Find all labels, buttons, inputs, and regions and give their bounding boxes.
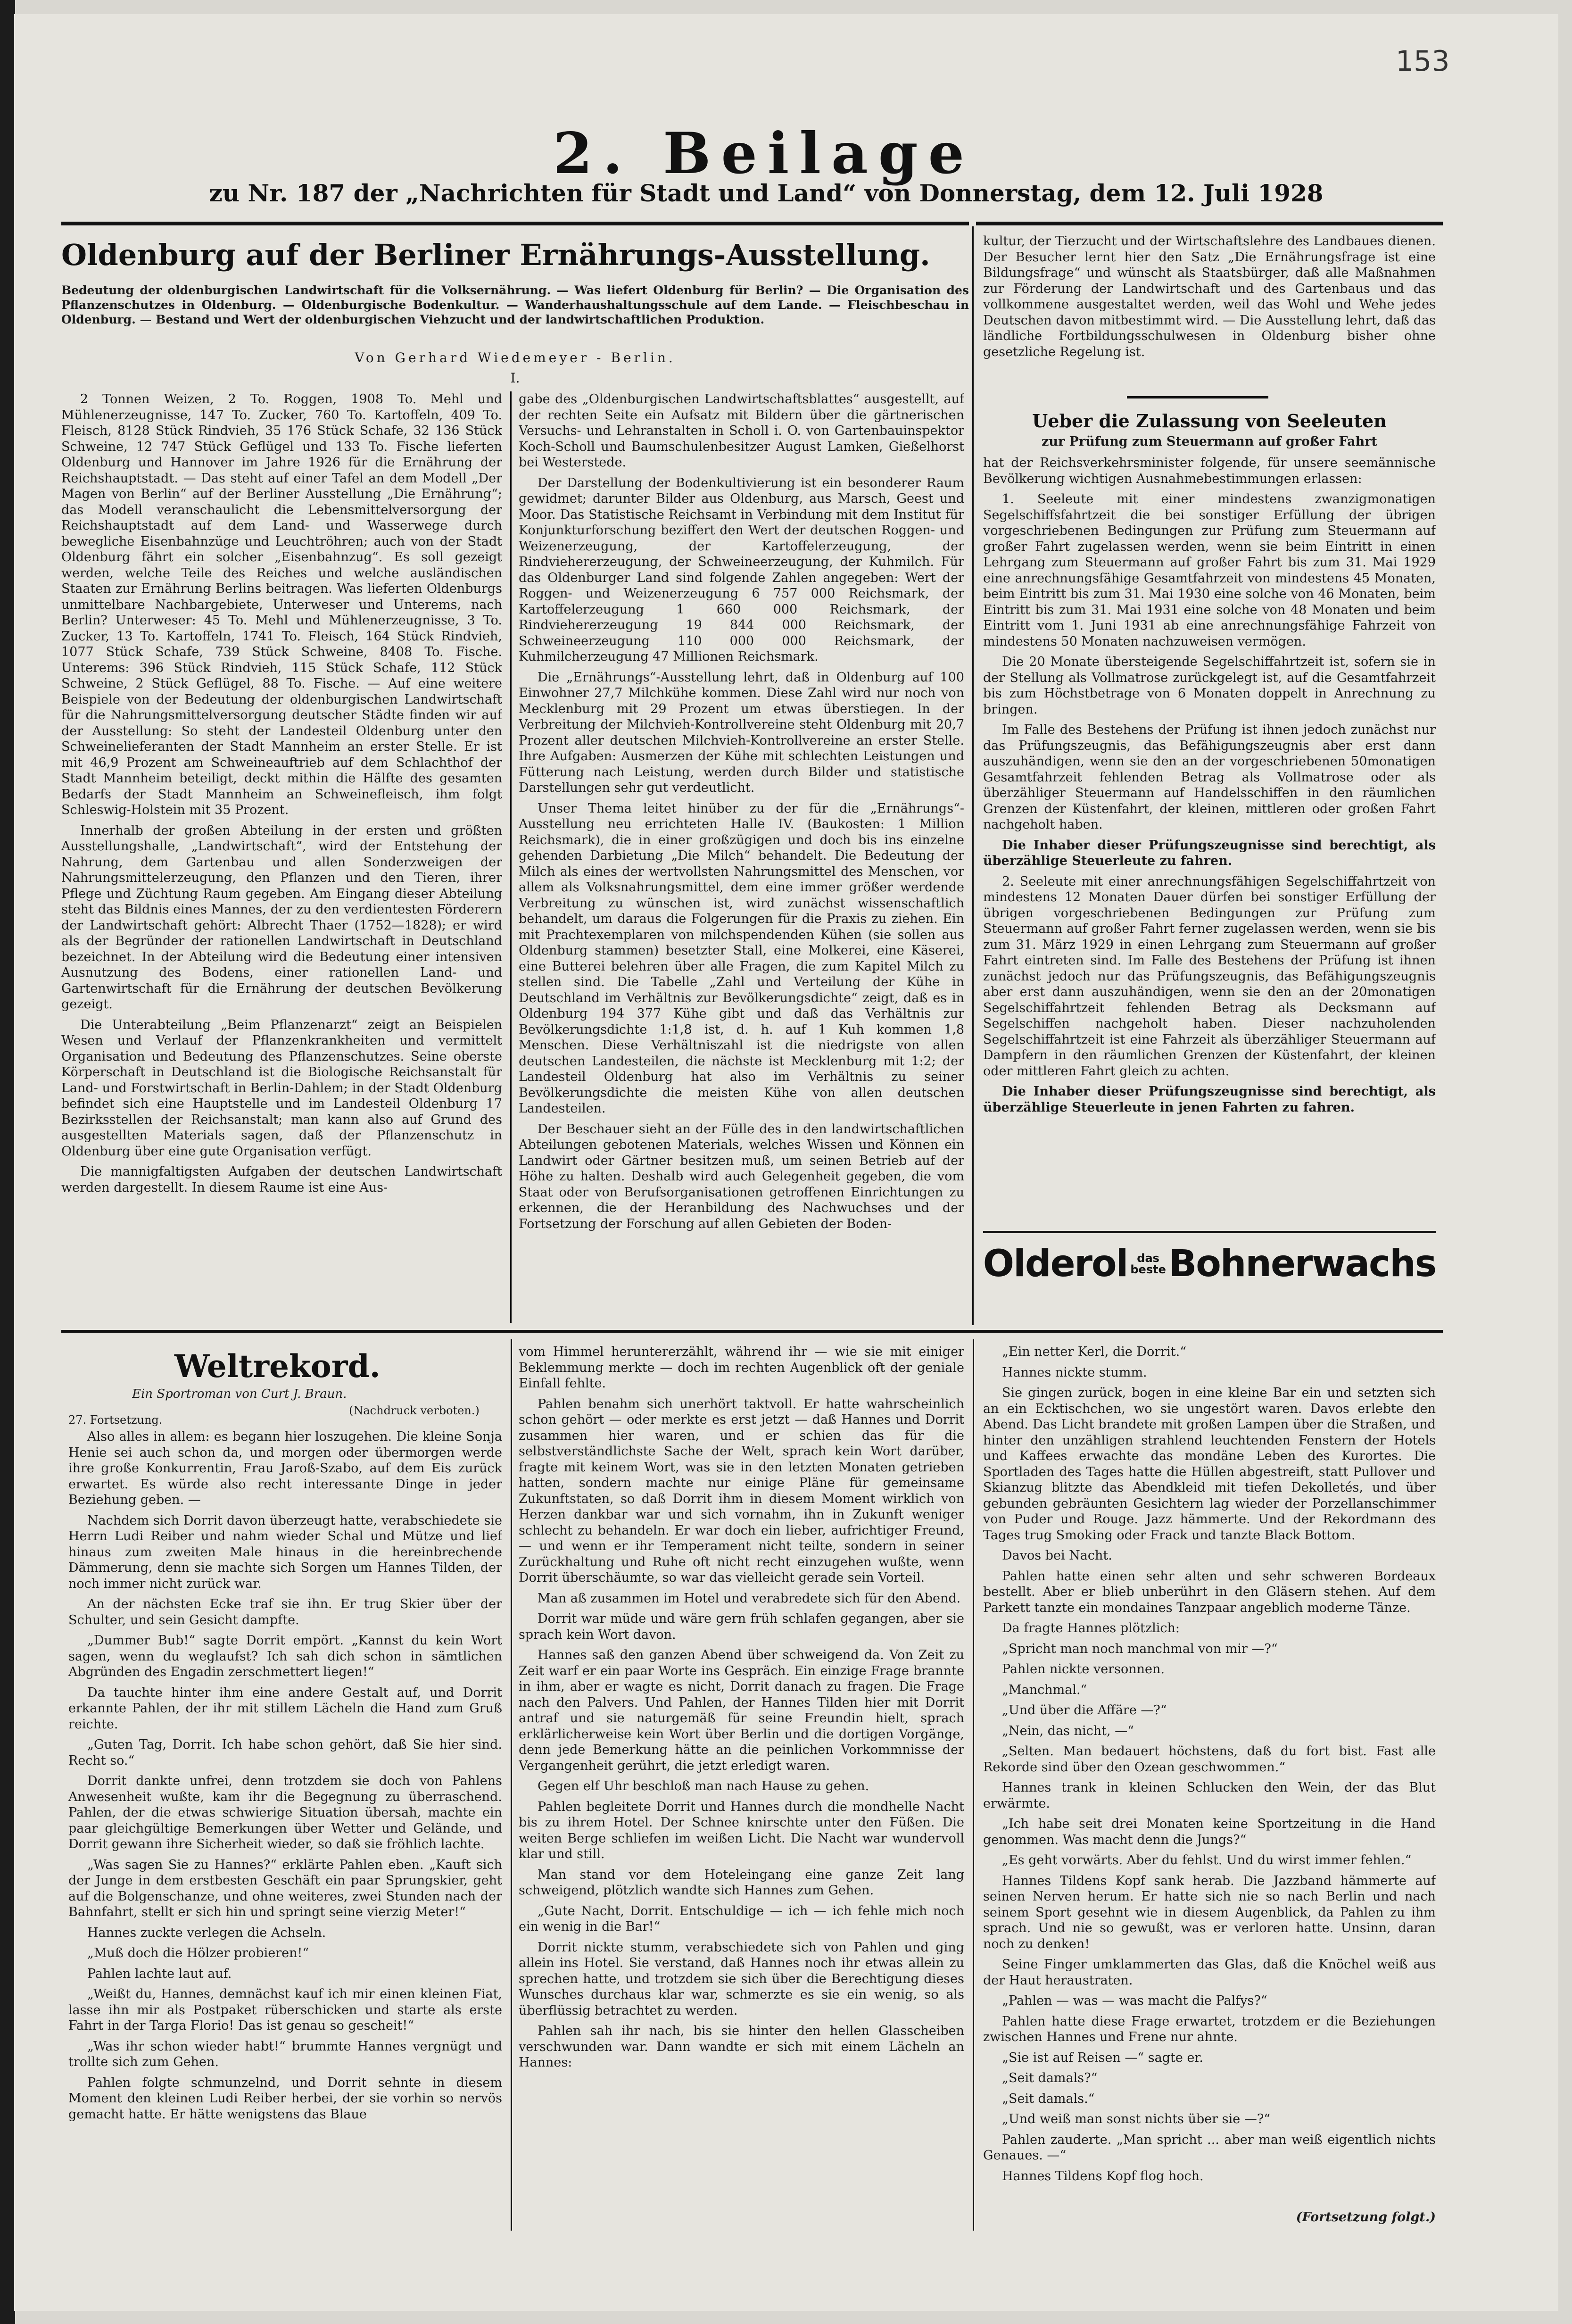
- paragraph: „Ich habe seit drei Monaten keine Sportzeitung in die Hand genommen. Was macht denn die Jungs?“: [983, 1817, 1436, 1847]
- continued-note: (Fortsetzung folgt.): [1296, 2210, 1436, 2224]
- paragraph: Da fragte Hannes plötzlich:: [1002, 1621, 1180, 1635]
- serial-continuation: [68, 1412, 257, 1428]
- article3-column-3: [983, 1344, 1436, 2207]
- paragraph: „Und weiß man sonst nichts über sie —?“: [1002, 2112, 1271, 2126]
- paragraph: Die „Ernährungs“-Ausstellung lehrt, daß in Oldenburg auf 100 Einwohner 27,7 Milchkühe kommen. Diese Zahl wird nur noch von Mecklenburg mit 29 Prozent um etwas überstiegen. In der Verbreitung der Milchvieh-Kontrollvereine steht Oldenburg mit 20,7 Prozent aller deutschen Milchvieh-Kontrollvereine an erster Stelle. Ihre Aufgaben: Ausmerzen der Kühe mit schlechten Leistungen und Fütterung nach Leistung, werden durch Bilder und statistische Darstellungen sehr gut verdeutlicht.: [519, 670, 964, 795]
- paragraph: Hannes nickte stumm.: [1002, 1365, 1147, 1380]
- paragraph: „Seit damals?“: [1002, 2071, 1098, 2085]
- paragraph: Hannes Tildens Kopf flog hoch.: [1002, 2168, 1204, 2183]
- article-headline-seeleute: Ueber die Zulassung von Seeleuten: [1032, 410, 1387, 432]
- article3-column-1: [68, 1429, 502, 2228]
- paragraph: Sie gingen zurück, bogen in eine kleine Bar ein und setzten sich an ein Ecktischchen, wo sie ungestört waren. Davos erlebte den Abend. Das Licht brandete mit großen Lampen über die Straßen, und hinter den unzähligen strahlend leuchtenden Fenstern der Hotels und Kaffees erwachte das mondäne Leben des Kurortes. Die Sportladen des Tages hatte die Hüllen abgestreift, statt Pullover und Skianzug blitzte das Abendkleid mit tiefen Dekolletés, und über gebunden gebräunten Gesichtern lag wieder der Porzellanschimmer von Puder und Rouge. Jazz hämmerte. Und der Rekordmann des Tages trug Smoking oder Frack und tanzte Black Bottom.: [983, 1386, 1436, 1543]
- paragraph: hat der Reichsverkehrsminister folgende, für unsere seemännische Bevölkerung wichtigen Ausnahmebestimmungen erlassen:: [983, 456, 1436, 486]
- column-rule-2: [972, 226, 974, 1325]
- paragraph: Davos bei Nacht.: [1002, 1548, 1112, 1563]
- subhead-text: zur Prüfung zum Steuermann auf großer Fahrt: [1042, 434, 1377, 449]
- article-summary: [61, 283, 969, 332]
- paragraph: Der Beschauer sieht an der Fülle des in den landwirtschaftlichen Abteilungen gebotenen Materials, welches Wissen und Können ein Landwirt oder Gärtner besitzen muß, um seinen Betrieb auf der Höhe zu halten. Deshalb wird auch Gelegenheit gegeben, die vom Staat oder von Berufsorganisationen getroffenen Einrichtungen zu erkennen, die der Heranbildung des Nachwuchses und der Fortsetzung der Forschung auf allen Gebieten der Boden-: [519, 1121, 964, 1231]
- issue-subtitle: zu Nr. 187 der „Nachrichten für Stadt und Land“ von Donnerstag, dem 12. Juli 1928: [209, 179, 1324, 207]
- paragraph: 2. Seeleute mit einer anrechnungsfähigen Segelschiffahrtzeit von mindestens 12 Monaten Dauer dürfen bei sonstiger Erfüllung der übrigen vorgeschriebenen Bedingungen zur Prüfung zum Steuermann auf großer Fahrt ferner zugelassen werden, wenn sie bis zum 31. März 1929 in einen Lehrgang zum Steuermann auf großer Fahrt eintreten sind. Im Falle des Bestehens der Prüfung ist ihnen zunächst jedoch nur das Prüfungszeugnis, das Befähigungszeugnis aber erst dann auszuhändigen, wenn sie den an der 20monatigen Segelschiffahrtzeit fehlenden Betrag als Decksmann auf Segelschiffen nachgeholt haben. Dieser nachzuholenden Segelschiffahrtzeit ist eine Fahrzeit als überzähliger Steuermann auf Dampfern in den räumlichen Grenzen der Küstenfahrt, der kleinen oder mittleren Fahrt gleich zu achten.: [983, 874, 1436, 1079]
- article2-body: [983, 455, 1436, 1219]
- paragraph: Hannes trank in kleinen Schlucken den Wein, der das Blut erwärmte.: [983, 1780, 1436, 1811]
- paragraph: Die Unterabteilung „Beim Pflanzenarzt“ zeigt an Beispielen Wesen und Verlauf der Pflanzenkrankheiten und vermittelt Organisation und Bedeutung des Pflanzenschutzes. Seine oberste Körperschaft in Deutschland ist die Biologische Reichsanstalt für Land- und Forstwirtschaft in Berlin-Dahlem; in der Stadt Oldenburg befindet sich eine Hauptstelle und im Landesteil Oldenburg 17 Bezirksstellen der Reichsanstalt; man kann also auf Grund des ausgestellten Materials sagen, daß der Pflanzenschutz in Oldenburg über eine gute Organisation verfügt.: [61, 1017, 502, 1159]
- summary-text: Bedeutung der oldenburgischen Landwirtschaft für die Volksernährung. — Was liefert Oldenburg für Berlin? — Die Organisation des Pflanzenschutzes in Oldenburg. — Oldenburgische Bodenkultur. — Wanderhaushaltungsschule auf dem Lande. — Fleischbeschau in Oldenburg. — Bestand und Wert der oldenburgischen Viehzucht und der landwirtschaftlichen Produktion.: [61, 283, 969, 326]
- section-number: [61, 370, 969, 386]
- article2-subhead: [983, 434, 1436, 450]
- ad-rule: [983, 1231, 1436, 1233]
- paragraph: Hannes zuckte verlegen die Achseln.: [87, 1925, 326, 1940]
- serial-byline: [132, 1386, 500, 1403]
- paragraph: Der Darstellung der Bodenkultivierung ist ein besonderer Raum gewidmet; darunter Bilder aus Oldenburg, aus Marsch, Geest und Moor. Das Statistische Reichsamt in Verbindung mit dem Institut für Konjunkturforschung beziffert den Wert der deutschen Roggen- und Weizenerzeugung, der Kartoffelerzeugung, der Rindviehererzeugung, der Schweineerzeugung, der Kuhmilch. Für das Oldenburger Land sind folgende Zahlen angegeben: Wert der Roggen- und Weizenerzeugung 6 757 000 Reichsmark, der Kartoffelerzeugung 1 660 000 Reichsmark, der Rindviehererzeugung 19 844 000 Reichsmark, der Schweineerzeugung 110 000 000 Reichsmark, der Kuhmilcherzeugung 47 Millionen Reichsmark.: [519, 475, 964, 664]
- supplement-title: 2. Beilage: [553, 120, 975, 187]
- ad-brand: Olderol: [983, 1243, 1128, 1285]
- paragraph: Innerhalb der großen Abteilung in der ersten und größten Ausstellungshalle, „Landwirtschaft“, wird der Entstehung der Nahrung, dem Gartenbau und allen Sonderzweigen der Nahrungsmittelerzeugung, den Pflanzen und den Tieren, ihrer Pflege und Züchtung Raum gegeben. Am Eingang dieser Abteilung steht das Bildnis eines Mannes, der zu den verdientesten Förderern der Landwirtschaft gehört: Albrecht Thaer (1752—1828); er wird als der Begründer der rationellen Landwirtschaft in Deutschland bezeichnet. In der Abteilung wird die Bedeutung einer intensiven Ausnutzung des Bodens, einer rationellen Land- und Gartenwirtschaft für die Ernährung der deutschen Bevölkerung gezeigt.: [61, 823, 502, 1012]
- paragraph: Gegen elf Uhr beschloß man nach Hause zu gehen.: [538, 1779, 869, 1793]
- paragraph: Dorrit dankte unfrei, denn trotzdem sie doch von Pahlens Anwesenheit wußte, kam ihr die Begegnung zu überraschend. Pahlen, der die etwas schwierige Situation übersah, machte ein paar gleichgültige Bemerkungen über Wetter und Gelände, und Dorrit gewann ihre Sicherheit wieder, so daß sie fröhlich lachte.: [68, 1774, 502, 1851]
- column-rule-3: [511, 1339, 512, 2231]
- masthead: [57, 120, 1471, 187]
- article1-column-2: [519, 391, 964, 1323]
- paragraph: Die Inhaber dieser Prüfungszeugnisse sind berechtigt, als überzählige Steuerleute zu fahren.: [983, 838, 1436, 868]
- paragraph: An der nächsten Ecke traf sie ihn. Er trug Skier über der Schulter, und sein Gesicht dampfte.: [68, 1597, 502, 1627]
- paragraph: „Guten Tag, Dorrit. Ich habe schon gehört, daß Sie hier sind. Recht so.“: [68, 1737, 502, 1768]
- paragraph: „Pahlen — was — was macht die Palfys?“: [1002, 1993, 1267, 2008]
- paragraph: Pahlen hatte diese Frage erwartet, trotzdem er die Beziehungen zwischen Hannes und Frene nur ahnte.: [983, 2014, 1436, 2044]
- paragraph: Pahlen hatte einen sehr alten und sehr schweren Bordeaux bestellt. Aber er blieb unberührt in den Gläsern stehen. Auf dem Parkett tanzte ein mondaines Tanzpaar angeblich moderne Tänze.: [983, 1569, 1436, 1615]
- article1-column-1: [61, 391, 502, 1323]
- paragraph: „Und über die Affäre —?“: [1002, 1703, 1167, 1718]
- byline-text: Von Gerhard Wiedemeyer - Berlin.: [355, 350, 676, 365]
- paragraph: Hannes Tildens Kopf sank herab. Die Jazzband hämmerte auf seinen Nerven herum. Er hatte sich nie so nach Berlin und nach seinem Sport gesehnt wie in diesem Augenblick, da Pahlen zu ihm sprach. Und nie so gewußt, was er verloren hatte. Unsinn, daran noch zu denken!: [983, 1873, 1436, 1951]
- paragraph: Pahlen begleitete Dorrit und Hannes durch die mondhelle Nacht bis zu ihrem Hotel. Der Schnee knirschte unter den Füßen. Die weiten Berge schliefen im weißen Licht. Die Nacht war wundervoll klar und still.: [519, 1799, 964, 1861]
- binding-edge: [0, 0, 15, 2324]
- paragraph: Die mannigfaltigsten Aufgaben der deutschen Landwirtschaft werden dargestellt. In diesem Raume ist eine Aus-: [61, 1164, 502, 1195]
- continuation-text: 27. Fortsetzung.: [68, 1413, 163, 1427]
- paragraph: Man aß zusammen im Hotel und verabredete sich für den Abend.: [538, 1591, 961, 1606]
- page-number: 153: [1396, 45, 1450, 78]
- section-divider: [61, 1330, 1443, 1333]
- paragraph: „Was sagen Sie zu Hannes?“ erklärte Pahlen eben. „Kauft sich der Junge in dem erstbesten Geschäft ein paar Sprungskier, geht auf die Bolgenschanze, und ohne weiteres, zwei Stunden nach der Bahnfahrt, stellt er sich hin und springt seine vierzig Meter!“: [68, 1857, 502, 1919]
- paragraph: Pahlen zauderte. „Man spricht ... aber man weiß eigentlich nichts Genaues. —“: [983, 2132, 1436, 2163]
- paragraph: Nachdem sich Dorrit davon überzeugt hatte, verabschiedete sie Herrn Ludi Reiber und nahm wieder Schal und Mütze und lief hinaus zum zweiten Male hinaus in die hereinbrechende Dämmerung, denn sie machte sich Sorgen um Hannes Tilden, der noch immer nicht zurück war.: [68, 1513, 502, 1591]
- bohnerwachs-ad: [983, 1238, 1436, 1290]
- paragraph: Dorrit nickte stumm, verabschiedete sich von Pahlen und ging allein ins Hotel. Sie verstand, daß Hannes noch ihr etwas allein zu sprechen hatte, und trotzdem sie sich über die Berechtigung dieses Wunsches durchaus klar war, schmerzte es sie ein wenig, so als überflüssig betrachtet zu werden.: [519, 1940, 964, 2018]
- paragraph: Da tauchte hinter ihm eine andere Gestalt auf, und Dorrit erkannte Pahlen, der ihr mit stillem Lächeln die Hand zum Gruß reichte.: [68, 1685, 502, 1732]
- rights-text: (Nachdruck verboten.): [349, 1404, 480, 1417]
- section-number-text: I.: [510, 370, 520, 386]
- paragraph: Dorrit war müde und wäre gern früh schlafen gegangen, aber sie sprach kein Wort davon.: [519, 1611, 964, 1642]
- paragraph: gabe des „Oldenburgischen Landwirtschaftsblattes“ ausgestellt, auf der rechten Seite ein Aufsatz mit Bildern über die gärtnerischen Versuchs- und Lehranstalten in Scholl i. O. von Gartenbauinspektor Koch-Scholl und Baumschulenbesitzer August Lamken, Gießelhorst bei Westerstede.: [519, 392, 964, 470]
- top-rule-right: [976, 222, 1443, 225]
- paragraph: „Gute Nacht, Dorrit. Entschuldige — ich — ich fehle mich noch ein wenig in die Bar!“: [519, 1903, 964, 1934]
- paragraph: „Sie ist auf Reisen —“ sagte er.: [1002, 2050, 1203, 2065]
- paragraph: vom Himmel heruntererzählt, während ihr — wie sie mit einiger Beklemmung merkte — doch im rechten Augenblick oft der geniale Einfall fehlte.: [519, 1345, 964, 1391]
- article2-top-rule: [1127, 396, 1268, 398]
- paragraph: „Muß doch die Hölzer probieren!“: [87, 1946, 309, 1960]
- article3-column-2: [519, 1344, 964, 2228]
- ad-tagline: das beste: [1130, 1252, 1166, 1276]
- column-rule-4: [973, 1339, 974, 2231]
- article1-column-3: [983, 233, 1436, 389]
- serial-rights: [349, 1403, 505, 1419]
- article-headline-ernaehrung: Oldenburg auf der Berliner Ernährungs-Ausstellung.: [61, 238, 930, 272]
- paragraph: „Dummer Bub!“ sagte Dorrit empört. „Kannst du kein Wort sagen, wenn du weglaufst? Ich sah dich schon in sämtlichen Abgründen des Engadin zerschmettert liegen!“: [68, 1633, 502, 1679]
- ad-product: Bohnerwachs: [1168, 1243, 1436, 1285]
- paragraph: „Ein netter Kerl, die Dorrit.“: [1002, 1345, 1187, 1359]
- paragraph: „Nein, das nicht, —“: [1002, 1723, 1134, 1738]
- paragraph: „Weißt du, Hannes, demnächst kauf ich mir einen kleinen Fiat, lasse ihn mir als Postpaket rüberschicken und starte als erste Fahrt in der Targa Florio! Das ist genau so gescheit!“: [68, 1987, 502, 2033]
- byline-text: Ein Sportroman von Curt J. Braun.: [132, 1387, 347, 1401]
- article-headline-weltrekord: Weltrekord.: [174, 1348, 381, 1385]
- paragraph: Pahlen lachte laut auf.: [87, 1966, 232, 1981]
- paragraph: Hannes saß den ganzen Abend über schweigend da. Von Zeit zu Zeit warf er ein paar Worte ins Gespräch. Ein einzige Frage brannte in ihm, aber er wagte es nicht, Dorrit danach zu fragen. Die Frage nach den Palvers. Und Pahlen, der Hannes Tilden hier mit Dorrit antraf und sie naturgemäß für seine Freundin hielt, sprach erklärlicherweise kein Wort über Berlin und die dortigen Vorgänge, denn jede Bemerkung hätte an die peinlichen Vorkommnisse der Vergangenheit gerührt, die jetzt erledigt waren.: [519, 1648, 964, 1773]
- paragraph: Pahlen sah ihr nach, bis sie hinter den hellen Glasscheiben verschwunden war. Dann wandte er sich mit einem Lächeln an Hannes:: [519, 2024, 964, 2070]
- paragraph: Pahlen folgte schmunzelnd, und Dorrit sehnte in diesem Moment den kleinen Ludi Reiber herbei, der sie vorhin so nervös gemacht hatte. Er hätte wenigstens das Blaue: [68, 2075, 502, 2122]
- paragraph: „Es geht vorwärts. Aber du fehlst. Und du wirst immer fehlen.“: [1002, 1853, 1412, 1868]
- paragraph: „Seit damals.“: [1002, 2091, 1095, 2106]
- paragraph: Die 20 Monate übersteigende Segelschiffahrtzeit ist, sofern sie in der Stellung als Vollmatrose zurückgelegt ist, auf die Gesamtfahrzeit bis zum Höchstbetrage von 6 Monaten doppelt in Anrechnung zu bringen.: [983, 655, 1436, 717]
- paragraph: Im Falle des Bestehens der Prüfung ist ihnen jedoch zunächst nur das Prüfungszeugnis, das Befähigungszeugnis aber erst dann auszuhändigen, wenn sie den an der vorgeschriebenen 50monatigen Gesamtfahrzeit fehlenden Betrag als Vollmatrose oder als überzähliger Steuermann auf Handelsschiffen in den räumlichen Grenzen der Küstenfahrt, der kleinen, mittleren oder großen Fahrt nachgeholt haben.: [983, 722, 1436, 832]
- paragraph: „Was ihr schon wieder habt!“ brummte Hannes vergnügt und trollte sich zum Gehen.: [68, 2039, 502, 2069]
- serial-end-note: [983, 2209, 1436, 2225]
- paragraph: „Selten. Man bedauert höchstens, daß du fort bist. Fast alle Rekorde sind über den Ozean geschwommen.“: [983, 1744, 1436, 1775]
- paragraph: „Manchmal.“: [1002, 1682, 1087, 1697]
- paragraph: kultur, der Tierzucht und der Wirtschaftslehre des Landbaues dienen. Der Besucher lernt hier den Satz „Die Ernährungsfrage ist eine Bildungsfrage“ und wünscht als Staatsbürger, daß alle Maßnahmen zur Förderung der Landwirtschaft und des Gartenbaus und das vollkommene ausgestaltet werden, weil das Wohl und Wehe jedes Deutschen davon mitbestimmt wird. — Die Ausstellung lehrt, daß das ländliche Fortbildungsschulwesen in Oldenburg bisher ohne gesetzliche Regelung ist.: [983, 234, 1436, 359]
- top-rule-left: [61, 222, 969, 225]
- paragraph: Pahlen nickte versonnen.: [1002, 1662, 1165, 1677]
- paragraph: Pahlen benahm sich unerhört taktvoll. Er hatte wahrscheinlich schon gehört — oder merkte es erst jetzt — daß Hannes und Dorrit zusammen hier waren, und er schien das für die selbstverständlichste Sache der Welt, sprach kein Wort darüber, fragte mit keinem Wort, was sie in den letzten Monaten getrieben hatten, sondern machte nur einige Pläne für gemeinsame Zukunftstaten, so daß Dorrit ihm in diesem Moment wirklich von Herzen dankbar war und sich vornahm, ihn in Zukunft weniger schlecht zu behandeln. Er war doch ein lieber, aufrichtiger Freund, — und wenn er ihr Temperament nicht teilte, sondern in seiner Zurückhaltung und Ruhe oft nicht recht einzugehen wußte, wenn Dorrit überschäumte, so war das vielleicht gerade sein Vorteil.: [519, 1396, 964, 1585]
- article-byline: [61, 350, 969, 366]
- paragraph: Man stand vor dem Hoteleingang eine ganze Zeit lang schweigend, plötzlich wandte sich Hannes zum Gehen.: [519, 1867, 964, 1898]
- paragraph: „Spricht man noch manchmal von mir —?“: [1002, 1641, 1278, 1656]
- paragraph: Die Inhaber dieser Prüfungszeugnisse sind berechtigt, als überzählige Steuerleute in jenen Fahrten zu fahren.: [983, 1084, 1436, 1115]
- paragraph: 1. Seeleute mit einer mindestens zwanzigmonatigen Segelschiffsfahrtzeit die bei sonstiger Erfüllung der übrigen vorgeschriebenen Bedingungen zur Prüfung zum Steuermann auf großer Fahrt zugelassen werden, wenn sie beim Eintritt in einen Lehrgang zum Steuermann auf großer Fahrt bis zum 31. Mai 1929 eine anrechnungsfähige Gesamtfahrzeit von mindestens 45 Monaten, beim Eintritt bis zum 31. Mai 1930 eine solche von 46 Monaten, beim Eintritt bis zum 31. Mai 1931 eine solche von 48 Monaten und beim Eintritt vom 1. Juni 1931 ab eine anrechnungsfähige Fahrzeit von mindestens 50 Monaten nachzuweisen vermögen.: [983, 492, 1436, 649]
- paragraph: Unser Thema leitet hinüber zu der für die „Ernährungs“-Ausstellung neu errichteten Halle IV. (Baukosten: 1 Million Reichsmark), die in einer großzügigen und doch bis ins einzelne gehenden Darbietung „Die Milch“ behandelt. Die Bedeutung der Milch als eines der wertvollsten Nahrungsmittel des Menschen, vor allem als Volksnahrungsmittel, dem eine immer größer werdende Verbreitung zu wünschen ist, wird zunächst wissenschaftlich behandelt, um daraus die Folgerungen für die Praxis zu ziehen. Ein mit Prachtexemplaren von milchspendenden Kühen (sie sollen aus Oldenburg stammen) besetzter Stall, eine Molkerei, eine Käserei, eine Butterei belehren über alle Fragen, die zum Kapitel Milch zu stellen sind. Die Tabelle „Zahl und Verteilung der Kühe in Deutschland im Verhältnis zur Bevölkerungsdichte“ zeigt, daß es in Oldenburg 194 377 Kühe gibt und daß das Verhältnis zur Bevölkerungsdichte 1:1,8 ist, d. h. auf 1 Kuh kommen 1,8 Menschen. Diese Verhältniszahl ist die niedrigste von allen deutschen Landesteilen, die nächste ist Mecklenburg mit 1:2; der Landesteil Oldenburg hat also im Verhältnis zu seiner Bevölkerungsdichte die meisten Kühe von allen deutschen Landesteilen.: [519, 801, 964, 1116]
- paragraph: Also alles in allem: es begann hier loszugehen. Die kleine Sonja Henie sei auch schon da, und morgen oder übermorgen werde ihre große Konkurrentin, Frau Jaroß-Szabo, auf dem Eis zurück erwartet. Es würde also recht interessante Dinge in jeder Beziehung geben. —: [68, 1429, 502, 1507]
- paragraph: Seine Finger umklammerten das Glas, daß die Knöchel weiß aus der Haut heraustraten.: [983, 1957, 1436, 1988]
- paragraph: 2 Tonnen Weizen, 2 To. Roggen, 1908 To. Mehl und Mühlenerzeugnisse, 147 To. Zucker, 760 To. Kartoffeln, 409 To. Fleisch, 8128 Stück Rindvieh, 35 176 Stück Schafe, 32 136 Stück Schweine, 12 747 Stück Geflügel und 133 To. Fische lieferten Oldenburg und Hannover im Jahre 1926 für die Ernährung der Reichshauptstadt. — Das steht auf einer Tafel an dem Modell „Der Magen von Berlin“ auf der Berliner Ausstellung „Die Ernährung“; das Modell veranschaulicht die Lebensmittelversorgung der Reichshauptstadt auf dem Land- und Wasserwege durch bewegliche Eisenbahnzüge und Leuchtröhren; auch von der Stadt Oldenburg fährt ein solcher „Eisenbahnzug“. Es soll gezeigt werden, welche Teile des Reiches und welche ausländischen Staaten zur Ernährung Berlins beitragen. Was lieferten Oldenburgs unmittelbare Nachbargebiete, Unterweser und Unterems, nach Berlin? Unterweser: 45 To. Mehl und Mühlenerzeugnisse, 3 To. Zucker, 13 To. Kartoffeln, 1741 To. Fleisch, 164 Stück Rindvieh, 1077 Stück Schafe, 739 Stück Schweine, 8408 To. Fische. Unterems: 396 Stück Rindvieh, 115 Stück Schafe, 112 Stück Schweine, 2 Stück Geflügel, 88 To. Fische. — Auf eine weitere Beispiele von der Bedeutung der oldenburgischen Landwirtschaft für die Nahrungsmittelversorgung deutscher Städte finden wir auf der Ausstellung: So steht der Landesteil Oldenburg unter den Schweinelieferanten der Stadt Mannheim an erster Stelle. Er ist mit 46,9 Prozent am Schweineauftrieb auf dem Schlachthof der Stadt Mannheim beteiligt, deckt mithin die Hälfte des gesamten Bedarfs der Stadt Mannheim an Schweinefleisch, ihm folgt Schleswig-Holstein mit 35 Prozent.: [61, 392, 502, 817]
- column-rule-1: [510, 391, 512, 1323]
